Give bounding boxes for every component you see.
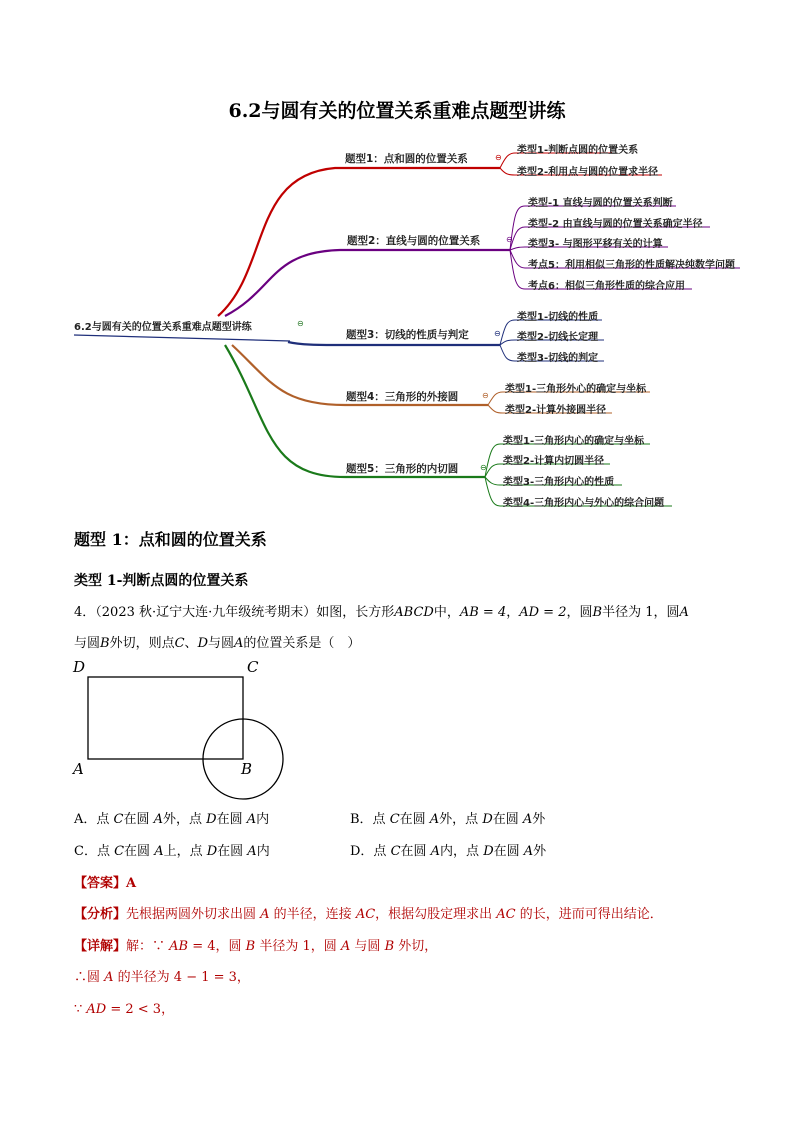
branch-label-5: 题型5：三角形的内切圆 (346, 463, 459, 475)
page-title: 6.2与圆有关的位置关系重难点题型讲练 (228, 100, 566, 122)
detail-tag: 【详解】 (74, 939, 127, 954)
branch-2-item-1: 类型-1 直线与圆的位置关系判断 (528, 198, 673, 209)
branch-1-item-2: 类型2-利用点与圆的位置求半径 (517, 167, 659, 178)
analysis-tag: 【分析】 (74, 907, 127, 922)
collapse-icon[interactable]: ⊖ (495, 153, 502, 162)
analysis-line: 【分析】先根据两圆外切求出圆 A 的半径，连接 AC，根据勾股定理求出 AC 的长，进而可得出结论． (74, 907, 663, 922)
collapse-icon[interactable]: ⊖ (482, 391, 489, 400)
branch-4-item-2: 类型2-计算外接圆半径 (505, 405, 607, 416)
root-underline (74, 335, 290, 341)
question-line-1: 4．（2023 秋·辽宁大连·九年级统考期末）如图，长方形ABCD中，AB = 4，AD = 2，圆B半径为 1，圆A (74, 605, 689, 620)
detail-line-2: ∴圆 A 的半径为 4 − 1 = 3， (74, 970, 250, 985)
question-line-2: 与圆B外切，则点C、D与圆A的位置关系是（ ） (74, 636, 361, 651)
label-a: A (73, 760, 84, 778)
collapse-icon[interactable]: ⊖ (494, 329, 501, 338)
detail-line-1: 【详解】解：∵ AB = 4，圆 B 半径为 1，圆 A 与圆 B 外切， (74, 939, 438, 954)
branch-3-item-1: 类型1-切线的性质 (517, 312, 599, 323)
label-b: B (241, 760, 253, 778)
branch-5-item-1: 类型1-三角形内心的确定与坐标 (503, 436, 645, 447)
branch-4-item-1: 类型1-三角形外心的确定与坐标 (505, 384, 647, 395)
collapse-icon[interactable]: ⊖ (506, 235, 513, 244)
option-c[interactable]: C．点 C在圆 A上，点 D在圆 A内 (74, 844, 270, 859)
branch-label-3: 题型3：切线的性质与判定 (346, 329, 469, 341)
branch-3-item-2: 类型2-切线长定理 (517, 332, 599, 343)
branch-5-item-2: 类型2-计算内切圆半径 (503, 456, 605, 467)
branch-1-item-1: 类型1-判断点圆的位置关系 (517, 145, 639, 156)
mindmap-root: 6.2与圆有关的位置关系重难点题型讲练 (74, 322, 252, 333)
collapse-icon[interactable]: ⊖ (297, 319, 304, 328)
option-d[interactable]: D．点 C在圆 A内，点 D在圆 A外 (350, 844, 547, 859)
geometry-figure (60, 652, 300, 802)
option-a[interactable]: A．点 C在圆 A外，点 D在圆 A内 (74, 812, 270, 827)
branch-2-item-2: 类型-2 由直线与圆的位置关系确定半径 (528, 219, 703, 230)
branch-5-item-4: 类型4-三角形内心与外心的综合问题 (503, 498, 665, 509)
label-d: D (73, 658, 86, 676)
section-heading: 题型 1：点和圆的位置关系 (74, 530, 267, 549)
branch-5-item-3: 类型3-三角形内心的性质 (503, 477, 615, 488)
answer-tag: 【答案】 (74, 876, 127, 891)
label-c: C (247, 658, 259, 676)
branch-label-1: 题型1：点和圆的位置关系 (345, 153, 468, 165)
branch-2-item-3: 类型3- 与图形平移有关的计算 (528, 239, 663, 250)
branch-2-item-4: 考点5：利用相似三角形的性质解决纯数学问题 (528, 260, 735, 271)
branch-2-item-5: 考点6：相似三角形性质的综合应用 (528, 281, 685, 292)
answer-value: A (126, 876, 137, 891)
collapse-icon[interactable]: ⊖ (480, 463, 487, 472)
section-subheading: 类型 1-判断点圆的位置关系 (74, 573, 249, 589)
branch-curve-5 (225, 345, 485, 477)
branch-label-2: 题型2：直线与圆的位置关系 (347, 235, 481, 247)
rectangle-abcd (88, 677, 243, 759)
branch-label-4: 题型4：三角形的外接圆 (346, 391, 459, 403)
answer-line (74, 872, 136, 891)
branch-curve-3 (288, 342, 500, 345)
branch-3-item-3: 类型3-切线的判定 (517, 353, 599, 364)
detail-line-3: ∵ AD = 2 < 3， (74, 1002, 175, 1017)
option-b[interactable]: B．点 C在圆 A外，点 D在圆 A外 (350, 812, 546, 827)
branch-curve-2 (225, 250, 510, 316)
